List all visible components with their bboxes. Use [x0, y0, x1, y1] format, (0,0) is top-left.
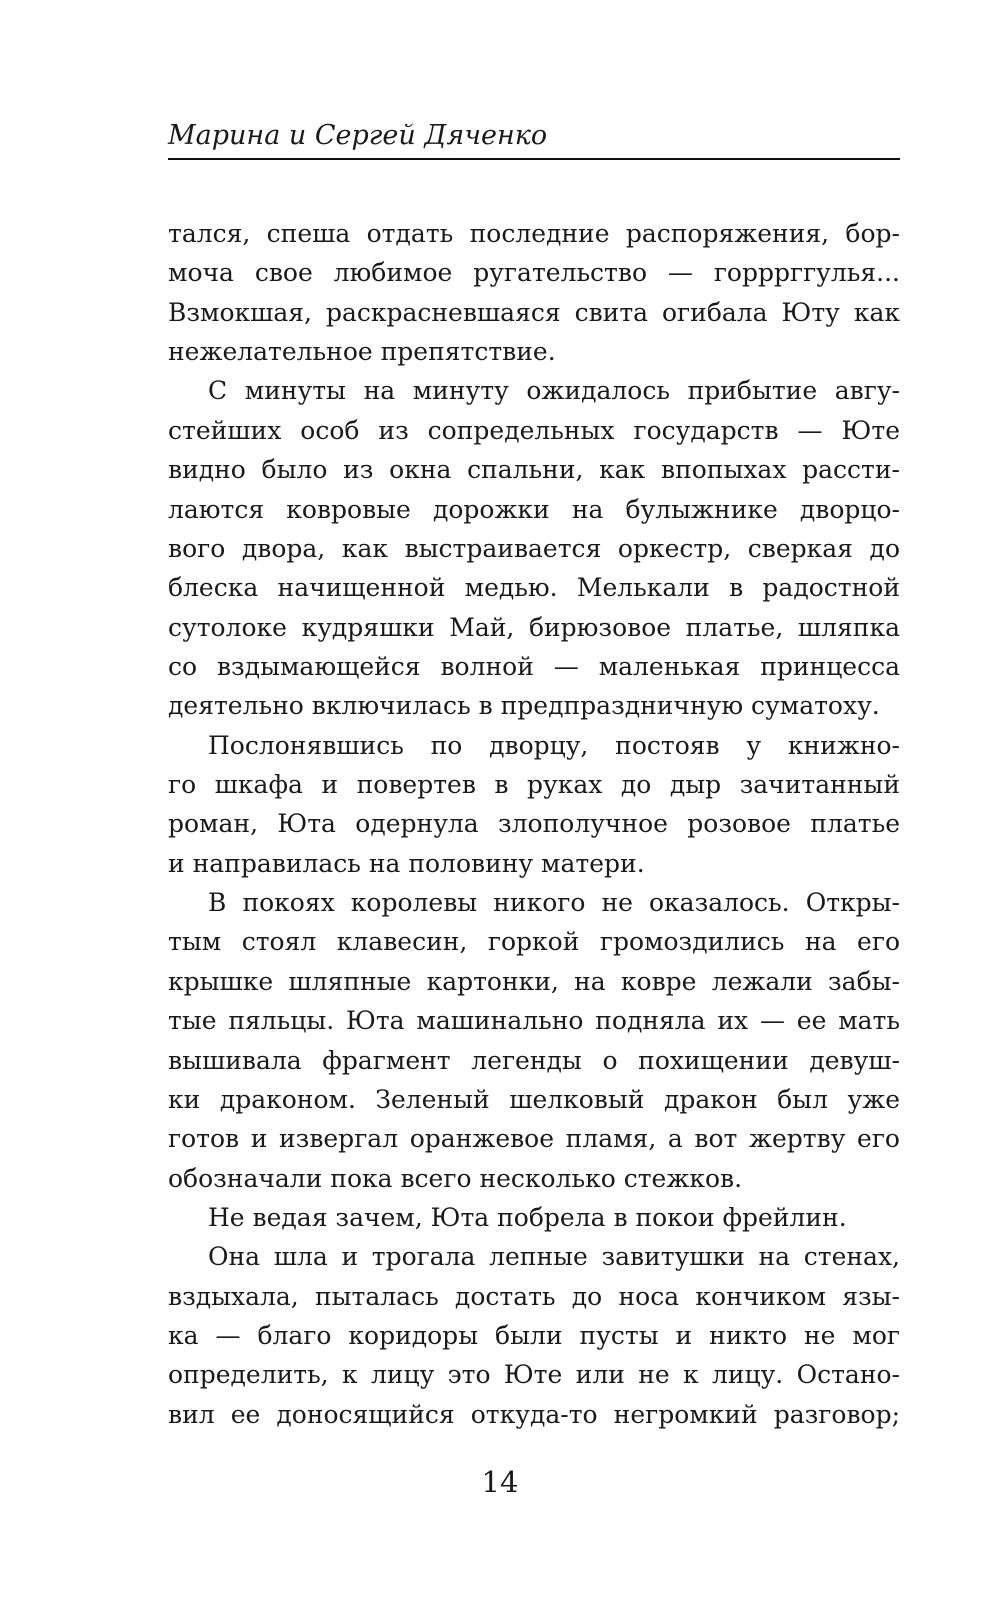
text-line: Она шла и трогала лепные завитушки на стенах,	[208, 1242, 900, 1272]
text-line: Послонявшись по дворцу, постояв у книжно-	[208, 730, 900, 760]
text-line: лаются ковровые дорожки на булыжнике дворцо-	[168, 494, 900, 524]
text-line: роман, Юта одернула злополучное розовое платье	[168, 809, 900, 839]
text-line: и направилась на половину матери.	[168, 848, 645, 878]
text-line: вого двора, как выстраивается оркестр, сверкая до	[168, 533, 900, 563]
text-line: блеска начищенной медью. Мелькали в радостной	[168, 573, 900, 603]
text-line: вздыхала, пыталась достать до носа кончиком язы-	[168, 1281, 900, 1311]
text-line: тые пяльцы. Юта машинально подняла их — ее мать	[168, 1006, 900, 1036]
text-line: ки драконом. Зеленый шелковый дракон был уже	[168, 1084, 900, 1114]
text-line: вышивала фрагмент легенды о похищении девуш-	[168, 1045, 900, 1075]
text-line: нежелательное препятствие.	[168, 337, 556, 367]
body-text	[168, 214, 900, 1434]
text-line: тался, спеша отдать последние распоряжения, бор-	[168, 219, 900, 248]
text-line: Взмокшая, раскрасневшаяся свита огибала Юту как	[168, 297, 900, 327]
text-line: С минуты на минуту ожидалось прибытие авгу-	[208, 376, 900, 406]
text-line: Не ведая зачем, Юта побрела в покои фрейлин.	[208, 1202, 847, 1232]
text-line: обозначали пока всего несколько стежков.	[168, 1163, 743, 1193]
text-line: видно было из окна спальни, как впопыхах рассти-	[168, 455, 900, 485]
text-line: стейших особ из сопредельных государств — Юте	[168, 415, 900, 445]
page-number: 14	[481, 1465, 519, 1499]
text-line: В покоях королевы никого не оказалось. Откры-	[208, 888, 900, 918]
text-line: готов и извергал оранжевое пламя, а вот жертву его	[168, 1124, 900, 1154]
text-line: тым стоял клавесин, горкой громоздились на его	[168, 927, 900, 957]
text-line: сутолоке кудряшки Май, бирюзовое платье, шляпка	[168, 612, 900, 642]
text-line: вил ее доносящийся откуда-то негромкий разговор;	[168, 1399, 900, 1429]
running-head: Марина и Сергей Дяченко	[168, 118, 900, 160]
text-line: деятельно включилась в предпраздничную суматоху.	[168, 691, 880, 721]
text-line: ка — благо коридоры были пусты и никто не мог	[168, 1321, 900, 1351]
text-line: крышке шляпные картонки, на ковре лежали забы-	[168, 966, 900, 996]
text-line: со вздымающейся волной — маленькая принцесса	[168, 651, 900, 681]
text-line: моча свое любимое ругательство — горррггулья...	[168, 258, 900, 288]
text-line: го шкафа и повертев в руках до дыр зачитанный	[168, 770, 900, 800]
text-line: определить, к лицу это Юте или не к лицу. Остано-	[168, 1360, 900, 1390]
